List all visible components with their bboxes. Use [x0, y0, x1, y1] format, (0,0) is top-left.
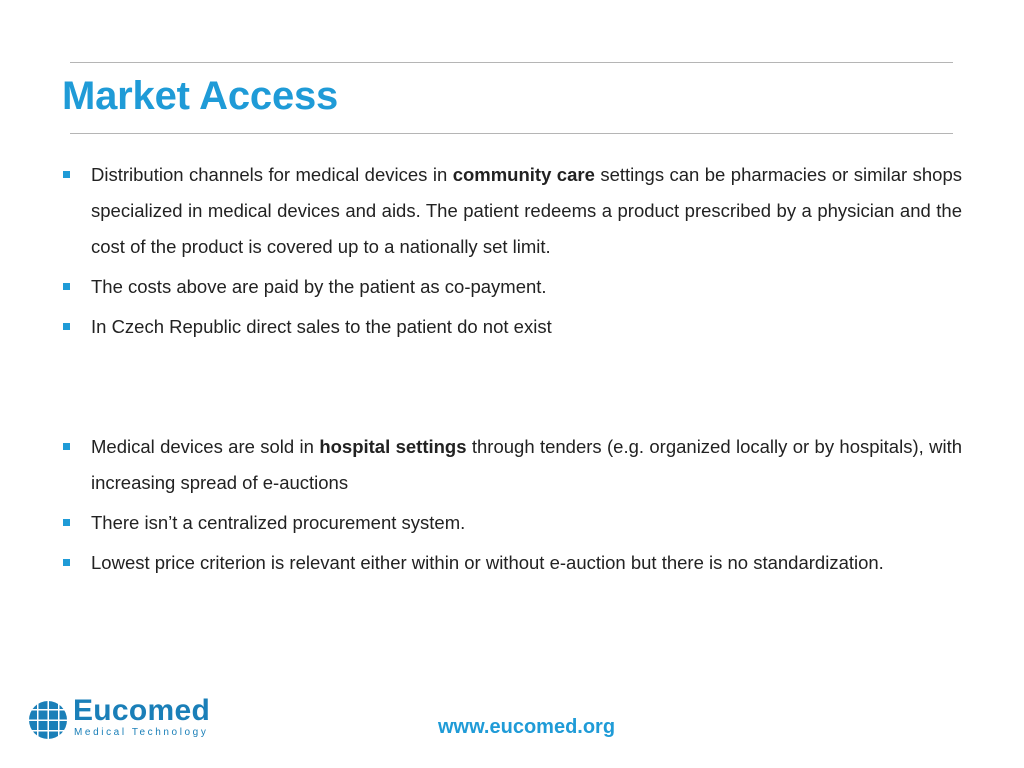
bullet-lowest-price: [62, 545, 962, 581]
bullet-text: Distribution channels for medical devices in: [91, 164, 453, 185]
bullet-hospital-settings: [62, 429, 962, 501]
bullet-text: settings can be pharmacies or similar shops specialized in medical devices and aids. The patient redeems a product prescribed by a physician and the cost of the product is covered up to a nationally set limit.: [91, 164, 962, 257]
bullet-procurement: [62, 505, 962, 541]
bullet-emphasis: hospital settings: [319, 436, 467, 457]
group-spacer: [62, 349, 962, 429]
bullet-list-hospital-settings: [62, 429, 962, 581]
bullet-community-care: [62, 157, 962, 265]
bullet-text: The costs above are paid by the patient as co-payment.: [91, 276, 547, 297]
slide-title: Market Access: [62, 74, 339, 118]
eucomed-globe-icon: [28, 700, 68, 740]
top-divider: [70, 62, 953, 63]
bullet-emphasis: community care: [452, 164, 595, 185]
bullet-text: There isn’t a centralized procurement system.: [91, 512, 466, 533]
bullet-text: In Czech Republic direct sales to the patient do not exist: [91, 316, 552, 337]
bullet-text: Medical devices are sold in: [91, 436, 320, 457]
bullet-text: through tenders (e.g. organized locally or by hospitals), with increasing spread of e-auctions: [91, 436, 963, 493]
title-divider: [70, 133, 953, 134]
logo-wordmark: Eucomed: [73, 694, 211, 727]
eucomed-logo: [28, 694, 228, 742]
slide-content: [62, 157, 962, 585]
bullet-direct-sales: [62, 309, 962, 345]
website-link[interactable]: www.eucomed.org: [438, 716, 616, 738]
bullet-list-community-care: [62, 157, 962, 345]
bullet-co-payment: [62, 269, 962, 305]
logo-subtitle: Medical Technology: [74, 727, 209, 738]
bullet-text: Lowest price criterion is relevant either within or without e-auction but there is no standardization.: [91, 552, 884, 573]
